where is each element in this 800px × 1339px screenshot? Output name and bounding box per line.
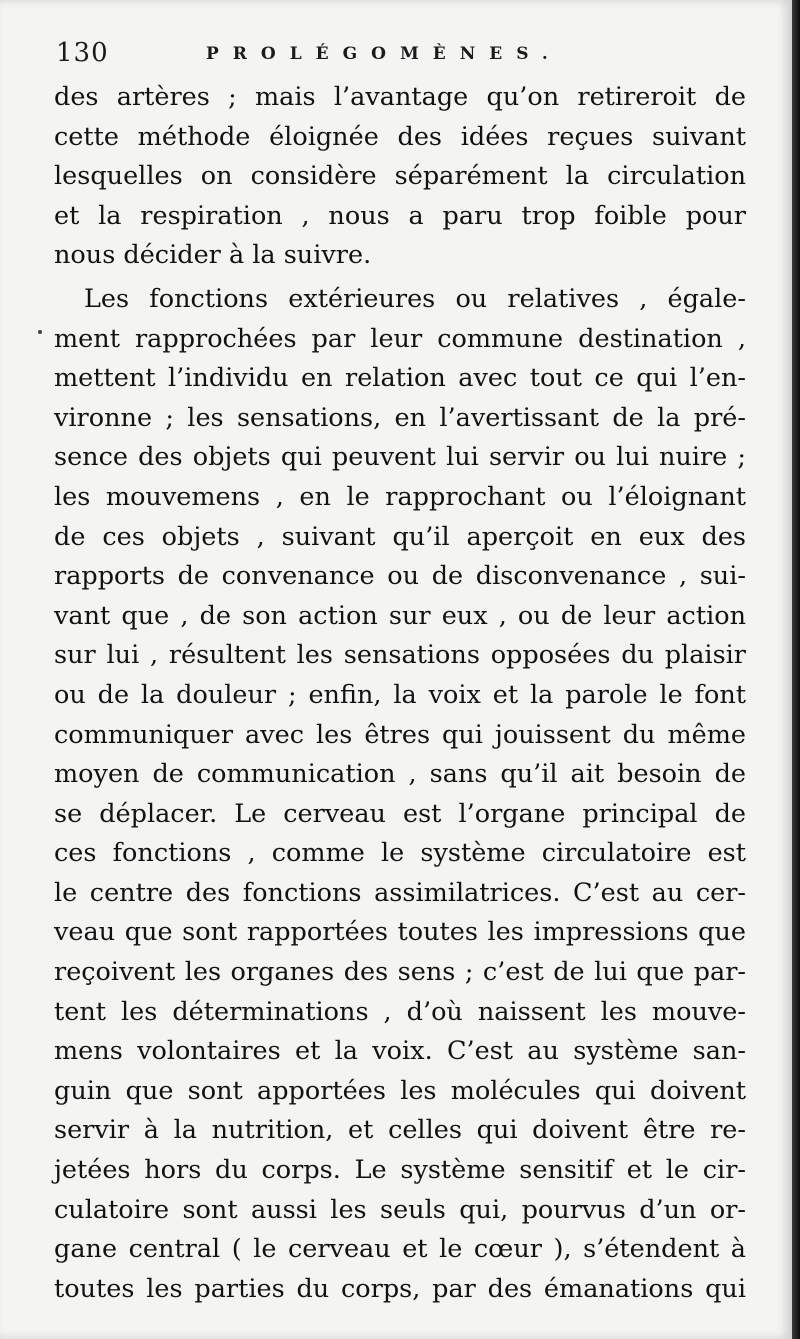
text-line: ment rapprochées par leur commune destination , <box>54 323 746 354</box>
text-line: veau que sont rapportées toutes les impressions que <box>54 917 746 948</box>
text-line: sur lui , résultent les sensations opposées du plaisir <box>54 640 746 671</box>
text-line: se déplacer. Le cerveau est l’organe principal de <box>54 798 746 829</box>
paragraph-1 <box>54 78 746 276</box>
text-line: reçoivent les organes des sens ; c’est de lui que par- <box>54 957 746 988</box>
page-edge <box>792 0 800 1339</box>
page-number: 130 <box>56 38 109 68</box>
text-line: et la respiration , nous a paru trop foible pour <box>54 200 746 231</box>
text-line: servir à la nutrition, et celles qui doivent être re- <box>54 1115 746 1146</box>
text-line: moyen de communication , sans qu’il ait besoin de <box>54 759 746 790</box>
text-line: communiquer avec les êtres qui jouissent du même <box>54 719 746 750</box>
text-line: culatoire sont aussi les seuls qui, pourvus d’un or- <box>54 1194 746 1225</box>
text-line: ces fonctions , comme le système circulatoire est <box>54 838 746 869</box>
text-line: les mouvemens , en le rapprochant ou l’éloignant <box>54 481 746 512</box>
text-line: mens volontaires et la voix. C’est au système san- <box>54 1036 746 1067</box>
text-line: cette méthode éloignée des idées reçues suivant <box>54 121 746 152</box>
text-line: mettent l’individu en relation avec tout ce qui l’en- <box>54 363 746 394</box>
body-text <box>54 78 746 1309</box>
text-line: tent les déterminations , d’où naissent les mouve- <box>54 996 746 1027</box>
text-line: des artères ; mais l’avantage qu’on retireroit de <box>54 82 746 112</box>
text-line: vant que , de son action sur eux , ou de leur action <box>54 600 746 631</box>
text-line: ou de la douleur ; enfin, la voix et la parole le font <box>54 679 746 710</box>
text-line: vironne ; les sensations, en l’avertissant de la pré- <box>54 402 746 433</box>
text-line: nous décider à la suivre. <box>54 240 372 271</box>
text-line: sence des objets qui peuvent lui servir ou lui nuire ; <box>54 442 746 473</box>
text-line: de ces objets , suivant qu’il aperçoit en eux des <box>54 521 746 552</box>
running-head: PROLÉGOMÈNES. <box>206 44 562 64</box>
text-line: gane central ( le cerveau et le cœur ), s’étendent à <box>54 1234 746 1265</box>
paragraph-2 <box>54 280 746 1309</box>
text-line: lesquelles on considère séparément la circulation <box>54 161 746 192</box>
text-line: le centre des fonctions assimilatrices. C’est au cer- <box>54 877 746 908</box>
page-header <box>56 38 746 74</box>
text-line: Les fonctions extérieures ou relatives , égale- <box>84 283 746 314</box>
text-line: guin que sont apportées les molécules qui doivent <box>54 1075 746 1106</box>
text-line: toutes les parties du corps, par des émanations qui <box>54 1273 746 1304</box>
margin-dot <box>38 330 42 334</box>
text-line: jetées hors du corps. Le système sensitif et le cir- <box>54 1155 746 1186</box>
text-line: rapports de convenance ou de disconvenance , sui- <box>54 561 746 592</box>
